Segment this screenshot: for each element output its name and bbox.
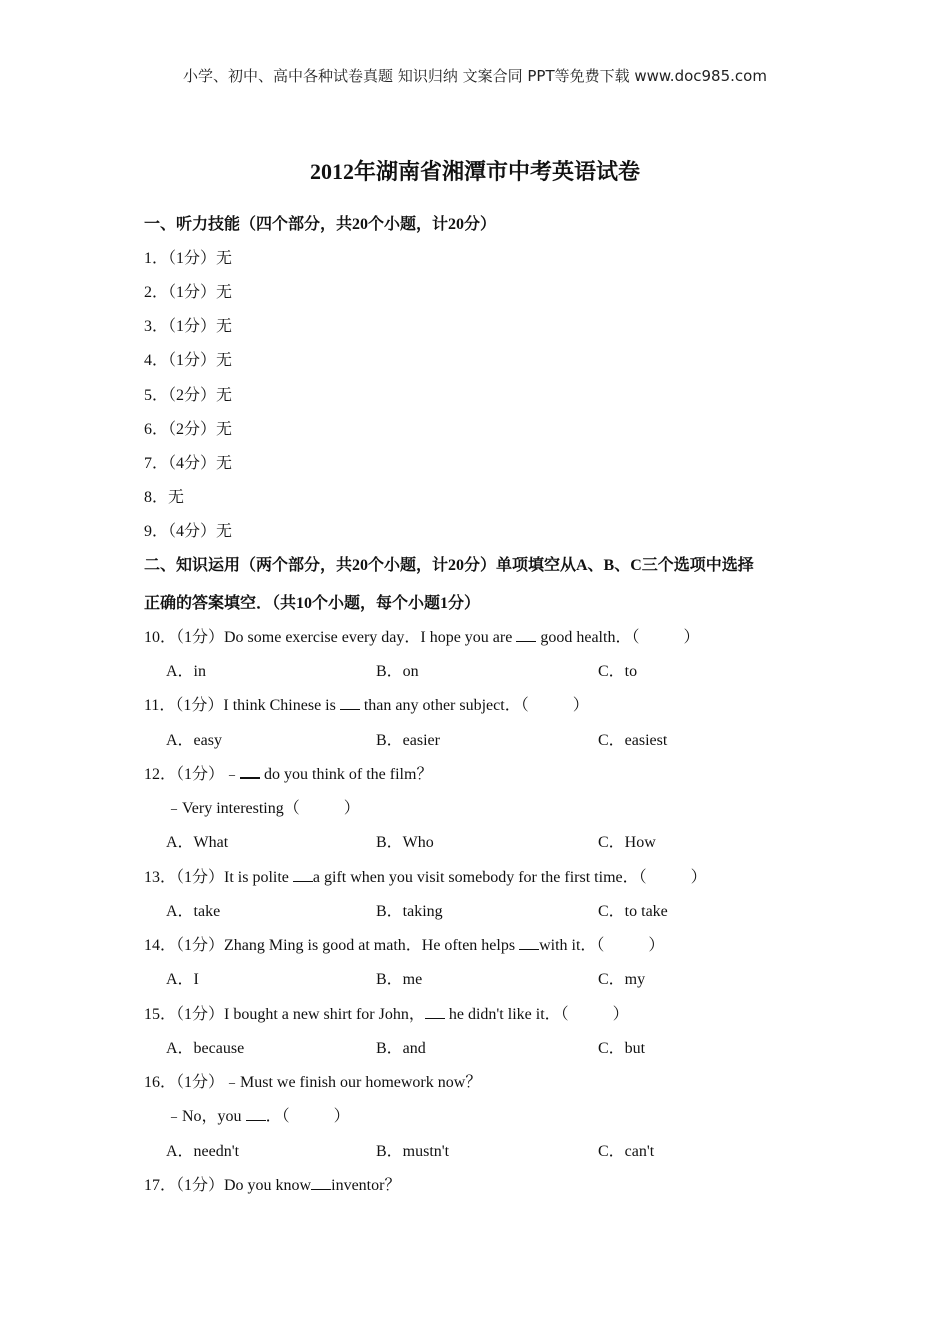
question-14 — [144, 932, 664, 955]
section2-heading-cont: 正确的答案填空．（共10个小题，每个小题1分） — [144, 595, 481, 612]
question-17 — [144, 1172, 400, 1195]
answer-blank — [246, 1106, 266, 1121]
option-a: A．take — [166, 903, 221, 920]
option-b: B．on — [376, 663, 419, 680]
option-c: C．easiest — [598, 732, 668, 749]
question-text: 17．（1分）Do you know — [144, 1177, 312, 1194]
question-text: ﹣No，you — [166, 1108, 246, 1125]
question-10 — [144, 624, 699, 647]
paren-close: ） — [683, 629, 700, 646]
listening-item: 7．（4分）无 — [144, 455, 233, 472]
question-text: ﹣Very interesting（ — [166, 800, 300, 817]
question-12 — [144, 761, 432, 784]
option-c: C．to take — [598, 903, 668, 920]
option-b: B．Who — [376, 834, 434, 851]
question-text: he didn't like it．（ — [444, 1006, 569, 1023]
question-15 — [144, 1001, 629, 1024]
listening-item: 3．（1分）无 — [144, 318, 233, 335]
question-text: ．（ — [265, 1108, 290, 1125]
option-b: B．taking — [376, 903, 443, 920]
option-a: A．What — [166, 834, 229, 851]
paren-close: ） — [333, 1108, 350, 1125]
question-16: 16．（1分）﹣Must we finish our homework now？ — [144, 1074, 482, 1091]
listening-item: 9．（4分）无 — [144, 523, 233, 540]
answer-blank — [516, 627, 536, 642]
question-text: inventor？ — [331, 1177, 401, 1194]
option-c: C．my — [598, 971, 646, 988]
option-a: A．easy — [166, 732, 222, 749]
listening-item: 2．（1分）无 — [144, 284, 233, 301]
question-text: 13．（1分）It is polite — [144, 869, 293, 886]
answer-blank — [311, 1175, 331, 1190]
question-text: 12．（1分）﹣ — [144, 766, 241, 783]
section2-heading: 二、知识运用（两个部分，共20个小题，计20分）单项填空从A、B、C三个选项中选择 — [144, 557, 754, 574]
listening-item: 4．（1分）无 — [144, 352, 233, 369]
option-c: C．to — [598, 663, 638, 680]
paren-close: ） — [343, 800, 360, 817]
option-c: C．can't — [598, 1143, 655, 1160]
option-c: C．How — [598, 834, 656, 851]
paren-close: ） — [612, 1006, 629, 1023]
paren-close: ） — [572, 697, 589, 714]
option-b: B．easier — [376, 732, 440, 749]
question-text: good health．（ — [536, 629, 640, 646]
question-text: than any other subject．（ — [359, 697, 529, 714]
question-text: with it．（ — [539, 937, 605, 954]
answer-blank — [425, 1004, 445, 1019]
question-text: a gift when you visit somebody for the first time．（ — [312, 869, 647, 886]
option-b: B．and — [376, 1040, 426, 1057]
option-a: A．because — [166, 1040, 245, 1057]
paren-close: ） — [690, 869, 707, 886]
question-text: 10．（1分）Do some exercise every day．I hope you are — [144, 629, 517, 646]
option-b: B．me — [376, 971, 423, 988]
option-b: B．mustn't — [376, 1143, 450, 1160]
exam-title: 2012年湖南省湘潭市中考英语试卷 — [309, 159, 640, 184]
question-13 — [144, 864, 707, 887]
question-text: 11．（1分）I think Chinese is — [144, 697, 340, 714]
answer-blank — [519, 935, 539, 950]
answer-blank — [240, 763, 260, 779]
question-16-reply — [166, 1103, 350, 1126]
paren-close: ） — [648, 937, 665, 954]
option-a: A．I — [166, 971, 199, 988]
question-12-reply — [166, 795, 360, 818]
question-text: 14．（1分）Zhang Ming is good at math．He often helps — [144, 937, 520, 954]
question-text: 15．（1分）I bought a new shirt for John， — [144, 1006, 425, 1023]
page-header-banner: 小学、初中、高中各种试卷真题 知识归纳 文案合同 PPT等免费下载 www.doc985.com — [183, 67, 767, 85]
listening-item: 8．无 — [144, 489, 185, 506]
listening-item: 5．（2分）无 — [144, 387, 233, 404]
listening-item: 6．（2分）无 — [144, 421, 233, 438]
option-c: C．but — [598, 1040, 646, 1057]
section1-heading: 一、听力技能（四个部分，共20个小题，计20分） — [144, 216, 497, 233]
question-text: do you think of the film？ — [260, 766, 433, 783]
answer-blank — [340, 695, 360, 710]
option-a: A．in — [166, 663, 207, 680]
option-a: A．needn't — [166, 1143, 240, 1160]
answer-blank — [293, 867, 313, 882]
listening-item: 1．（1分）无 — [144, 250, 233, 267]
question-11 — [144, 692, 589, 715]
